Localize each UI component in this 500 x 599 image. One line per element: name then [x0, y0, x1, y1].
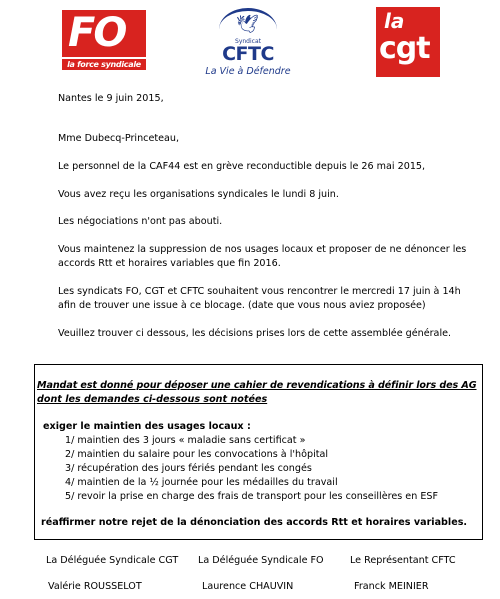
cgt-logo-name: cgt [379, 31, 430, 66]
paragraph-decisions: Veuillez trouver ci dessous, les décisions prises lors de cette assemblée générale. [58, 328, 452, 339]
paragraph-syndicats-line1: Les syndicats FO, CGT et CFTC souhaitent vous rencontrer le mercredi 17 juin à 14h [58, 286, 461, 297]
paragraph-suppression-line1: Vous maintenez la suppression de nos usages locaux et proposer de ne dénoncer les [58, 244, 467, 255]
fo-logo [62, 10, 146, 70]
signature-name-cgt: Valérie ROUSSELOT [48, 581, 142, 592]
cftc-name: CFTC [222, 43, 274, 65]
mandat-item: 1/ maintien des 3 jours « maladie sans certificat » [65, 435, 306, 446]
mandat-item: 4/ maintien de la ½ journée pour les médailles du travail [65, 477, 338, 488]
cftc-syndicat-label: Syndicat [235, 38, 261, 45]
letter-date: Nantes le 9 juin 2015, [58, 93, 164, 104]
cftc-logo [203, 8, 293, 80]
paragraph-syndicats-line2: afin de trouver une issue à ce blocage. (date que vous nous aviez proposée) [58, 300, 426, 311]
cgt-logo-la: la [384, 9, 405, 33]
cftc-motto: La Vie à Défendre [205, 66, 291, 77]
mandat-title-line1: Mandat est donné pour déposer une cahier de revendications à définir lors des AG [37, 380, 477, 391]
letter-salutation: Mme Dubecq-Princeteau, [58, 133, 180, 144]
mandat-title-line2: dont les demandes ci-dessous sont notées [37, 394, 268, 405]
cgt-logo [376, 7, 440, 77]
mandat-item: 5/ revoir la prise en charge des frais de transport pour les conseillères en ESF [65, 491, 438, 502]
mandat-subheading: exiger le maintien des usages locaux : [43, 421, 251, 432]
dove-icon: 🕊 [236, 14, 259, 35]
paragraph-negotiations: Les négociations n'ont pas abouti. [58, 216, 223, 227]
signature-role-cgt: La Déléguée Syndicale CGT [46, 555, 179, 566]
signature-role-cftc: Le Représentant CFTC [350, 555, 456, 566]
fo-logo-tagline: la force syndicale [62, 59, 146, 70]
paragraph-suppression-line2: accords Rtt et horaires variables que fin 2016. [58, 258, 281, 269]
mandat-item: 2/ maintien du salaire pour les convocations à l'hôpital [65, 449, 329, 460]
signature-name-cftc: Franck MEINIER [354, 581, 429, 592]
mandat-item: 3/ récupération des jours fériés pendant les congés [65, 463, 312, 474]
fo-logo-letters: FO [68, 10, 126, 56]
paragraph-meeting: Vous avez reçu les organisations syndicales le lundi 8 juin. [58, 189, 339, 200]
signature-role-fo: La Déléguée Syndicale FO [198, 555, 324, 566]
mandat-closing: réaffirmer notre rejet de la dénonciation des accords Rtt et horaires variables. [41, 517, 468, 528]
paragraph-strike: Le personnel de la CAF44 est en grève reconductible depuis le 26 mai 2015, [58, 161, 426, 172]
signature-name-fo: Laurence CHAUVIN [202, 581, 294, 592]
